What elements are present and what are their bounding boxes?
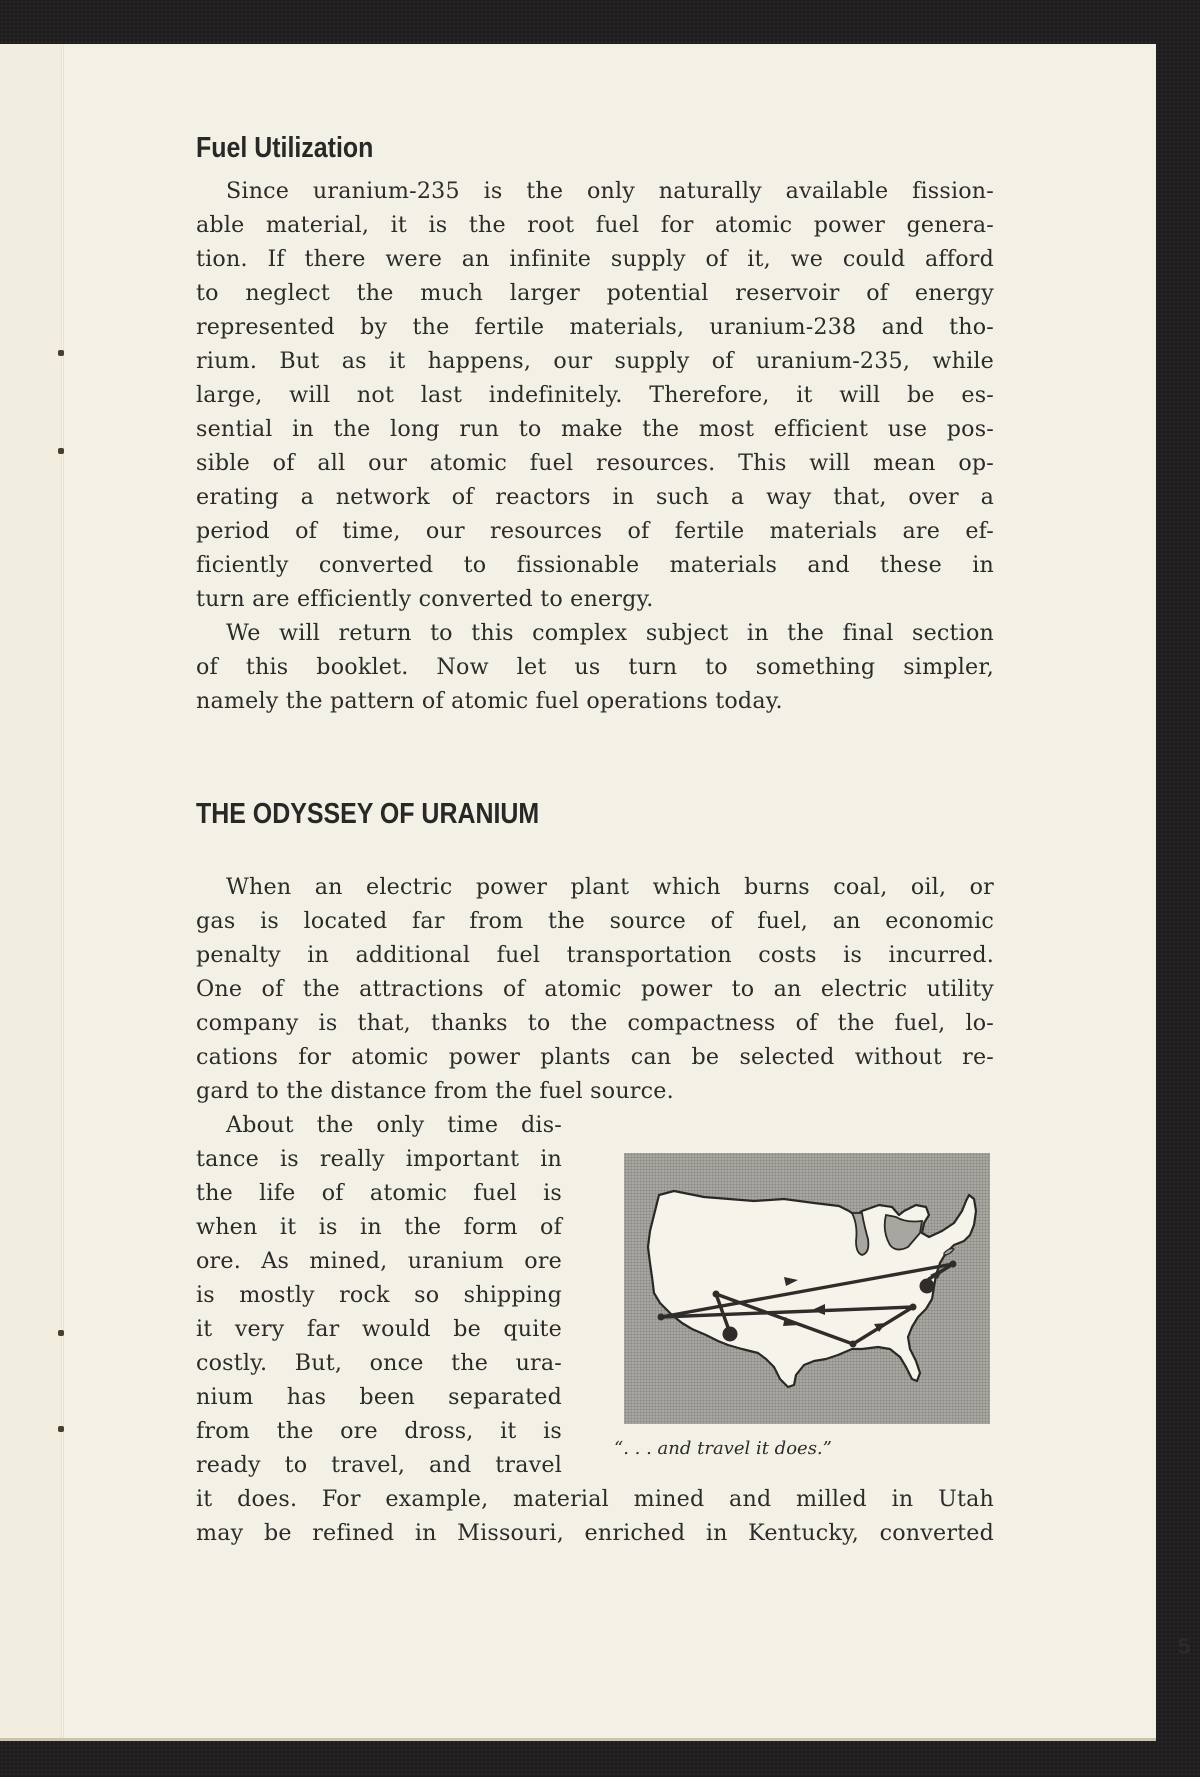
- text-line: tance is really important in: [196, 1146, 562, 1172]
- paragraph-fuel-utilization-2: [196, 616, 994, 718]
- text-line: able material, it is the root fuel for atomic power genera-: [196, 212, 994, 238]
- text-line: when it is in the form of: [196, 1214, 562, 1240]
- text-line: large, will not last indefinitely. Therefore, it will be es-: [196, 382, 994, 408]
- staple-mark: [58, 448, 64, 454]
- text-line: from the ore dross, it is: [196, 1418, 562, 1444]
- staple-mark: [58, 1426, 64, 1432]
- text-line: cations for atomic power plants can be selected without re-: [196, 1044, 994, 1070]
- text-line: ficiently converted to fissionable materials and these in: [196, 552, 994, 578]
- text-line: When an electric power plant which burns coal, oil, or: [226, 874, 994, 900]
- text-line: tion. If there were an infinite supply of it, we could afford: [196, 246, 994, 272]
- booklet-page: [0, 44, 1191, 1741]
- text-line: represented by the fertile materials, uranium-238 and tho-: [196, 314, 994, 340]
- utah-site-dot: [723, 1327, 738, 1342]
- text-line: One of the attractions of atomic power to an electric utility: [196, 976, 994, 1002]
- text-line: turn are efficiently converted to energy.: [196, 586, 654, 612]
- text-line: period of time, our resources of fertile materials are ef-: [196, 518, 994, 544]
- staple-mark: [58, 1330, 64, 1336]
- paragraph-odyssey-2-wrapped: [196, 1108, 562, 1482]
- us-map-figure: [624, 1153, 990, 1424]
- text-line: to neglect the much larger potential reservoir of energy: [196, 280, 994, 306]
- text-line: sible of all our atomic fuel resources. This will mean op-: [196, 450, 994, 476]
- text-line: gas is located far from the source of fuel, an economic: [196, 908, 994, 934]
- text-line: the life of atomic fuel is: [196, 1180, 562, 1206]
- page-number: 5: [1178, 1634, 1191, 1659]
- section-heading-odyssey-of-uranium: THE ODYSSEY OF URANIUM: [196, 798, 540, 830]
- new-york-site-dot: [920, 1279, 935, 1294]
- text-line: ready to travel, and travel: [196, 1452, 562, 1478]
- staple-mark: [58, 350, 64, 356]
- paragraph-odyssey-1: [196, 870, 994, 1108]
- text-line: it very far would be quite: [196, 1316, 562, 1342]
- section-heading-fuel-utilization: Fuel Utilization: [196, 132, 374, 164]
- text-line: gard to the distance from the fuel source.: [196, 1078, 674, 1104]
- text-line: ore. As mined, uranium ore: [196, 1248, 562, 1274]
- binding-gutter: [61, 44, 64, 1738]
- text-line: About the only time dis-: [226, 1112, 562, 1138]
- text-line: penalty in additional fuel transportation costs is incurred.: [196, 942, 994, 968]
- text-line: erating a network of reactors in such a way that, over a: [196, 484, 994, 510]
- paragraph-fuel-utilization-1: [196, 174, 994, 616]
- text-line: We will return to this complex subject in the final section: [226, 620, 994, 646]
- text-line: company is that, thanks to the compactness of the fuel, lo-: [196, 1010, 994, 1036]
- text-line: it does. For example, material mined and milled in Utah: [196, 1486, 994, 1512]
- paragraph-odyssey-2-continued: [196, 1482, 994, 1550]
- text-line: sential in the long run to make the most efficient use pos-: [196, 416, 994, 442]
- facing-page-edge: [0, 44, 62, 1738]
- text-line: nium has been separated: [196, 1384, 562, 1410]
- text-line: rium. But as it happens, our supply of uranium-235, while: [196, 348, 994, 374]
- us-route-map-illustration: [624, 1153, 990, 1424]
- text-line: of this booklet. Now let us turn to something simpler,: [196, 654, 994, 680]
- text-line: costly. But, once the ura-: [196, 1350, 562, 1376]
- text-line: namely the pattern of atomic fuel operations today.: [196, 688, 783, 714]
- figure-caption: “. . . and travel it does.”: [614, 1438, 832, 1459]
- text-line: is mostly rock so shipping: [196, 1282, 562, 1308]
- text-line: may be refined in Missouri, enriched in Kentucky, converted: [196, 1520, 994, 1546]
- text-line: Since uranium-235 is the only naturally available fission-: [226, 178, 994, 204]
